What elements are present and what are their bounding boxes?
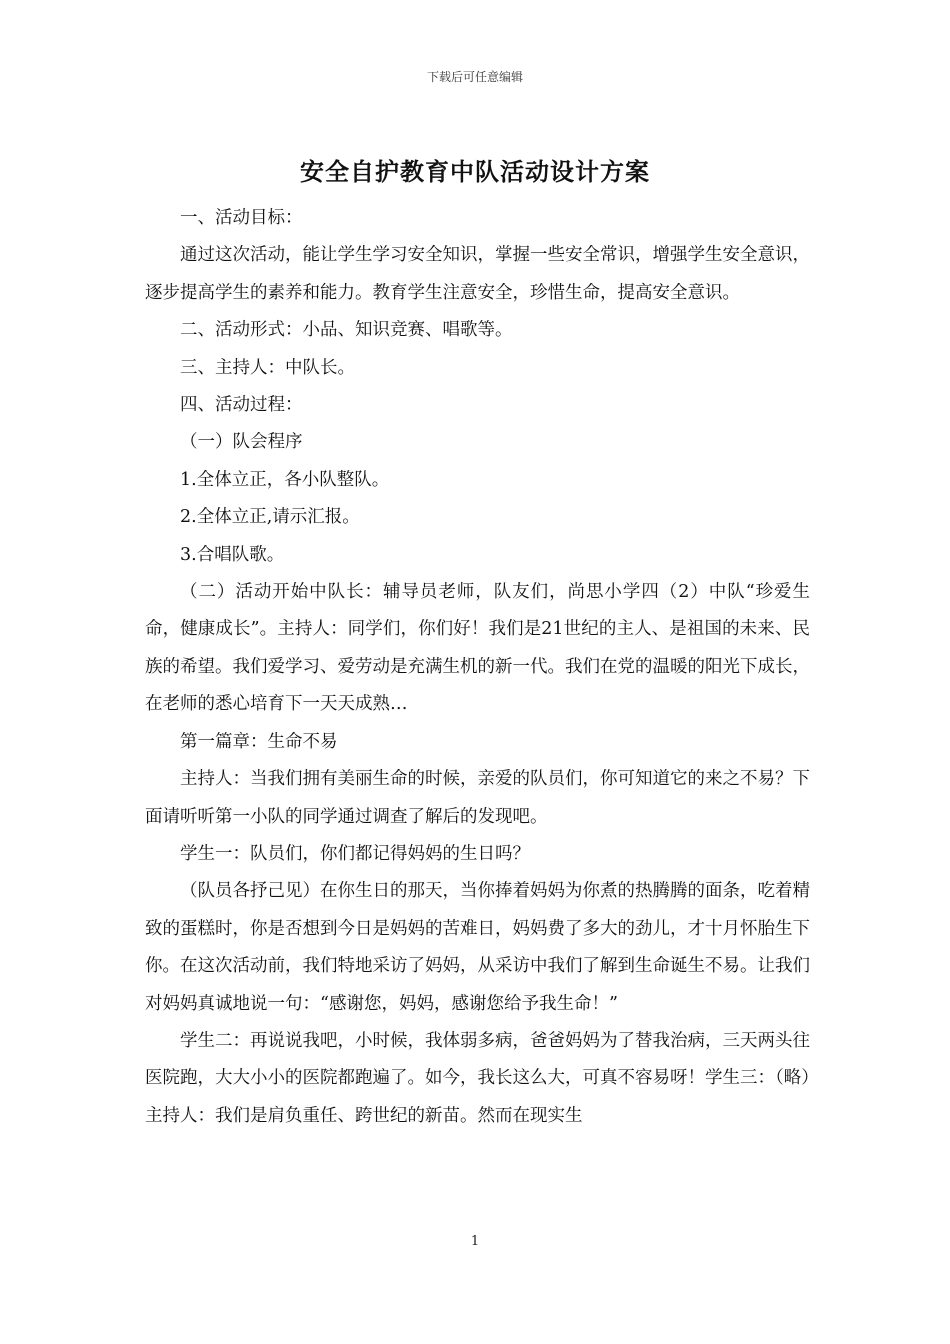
paragraph-birthday: （队员各抒己见）在你生日的那天，当你捧着妈妈为你煮的热腾腾的面条，吃着精致的蛋糕时，你是否想到今日是妈妈的苦难日，妈妈费了多大的劲儿，才十月怀胎生下你。在这次活动前，我们特地采访了妈妈，从采访中我们了解到生命诞生不易。让我们对妈妈真诚地说一句：“感谢您，妈妈，感谢您给予我生命！” bbox=[145, 881, 810, 1014]
section-heading-process: 四、活动过程： bbox=[180, 395, 303, 416]
paragraph-activity-start: （二）活动开始中队长：辅导员老师，队友们，尚思小学四（2）中队“珍爱生命，健康成长”。主持人：同学们，你们好！我们是21世纪的主人、是祖国的未来、民族的希望。我们爱学习、爱劳动是充满生机的新一代。我们在党的温暖的阳光下成长，在老师的悉心培育下一天天成熟… bbox=[145, 582, 810, 715]
section-heading-goal: 一、活动目标： bbox=[180, 208, 303, 228]
header-note: 下载后可任意编辑 bbox=[426, 70, 523, 84]
paragraph-host-intro: 主持人：当我们拥有美丽生命的时候，亲爱的队员们，你可知道它的来之不易？下面请听听第一小队的同学通过调查了解后的发现吧。 bbox=[145, 769, 810, 827]
page-number: 1 bbox=[470, 1234, 480, 1249]
list-item: 1.全体立正，各小队整队。 bbox=[180, 469, 390, 490]
list-item: 2.全体立正,请示汇报。 bbox=[180, 507, 360, 528]
paragraph-student-one: 学生一：队员们，你们都记得妈妈的生日吗？ bbox=[180, 843, 530, 864]
subsection-heading-procedure: （一）队会程序 bbox=[180, 432, 303, 453]
document-body bbox=[145, 200, 810, 1135]
paragraph-student-two: 学生二：再说说我吧，小时候，我体弱多病，爸爸妈妈为了替我治病，三天两头往医院跑，大大小小的医院都跑遍了。如今，我长这么大，可真不容易呀！学生三：（略）主持人：我们是肩负重任、跨世纪的新苗。然而在现实生 bbox=[145, 1030, 810, 1126]
document-title: 安全自护教育中队活动设计方案 bbox=[300, 157, 650, 186]
list-item: 3.合唱队歌。 bbox=[180, 544, 285, 565]
paragraph-goal-text: 通过这次活动，能让学生学习安全知识，掌握一些安全常识，增强学生安全意识，逐步提高学生的素养和能力。教育学生注意安全，珍惜生命，提高安全意识。 bbox=[145, 245, 810, 303]
chapter-heading: 第一篇章：生命不易 bbox=[180, 731, 338, 752]
section-heading-host: 三、主持人：中队长。 bbox=[180, 357, 355, 378]
section-heading-form: 二、活动形式：小品、知识竞赛、唱歌等。 bbox=[180, 320, 513, 341]
